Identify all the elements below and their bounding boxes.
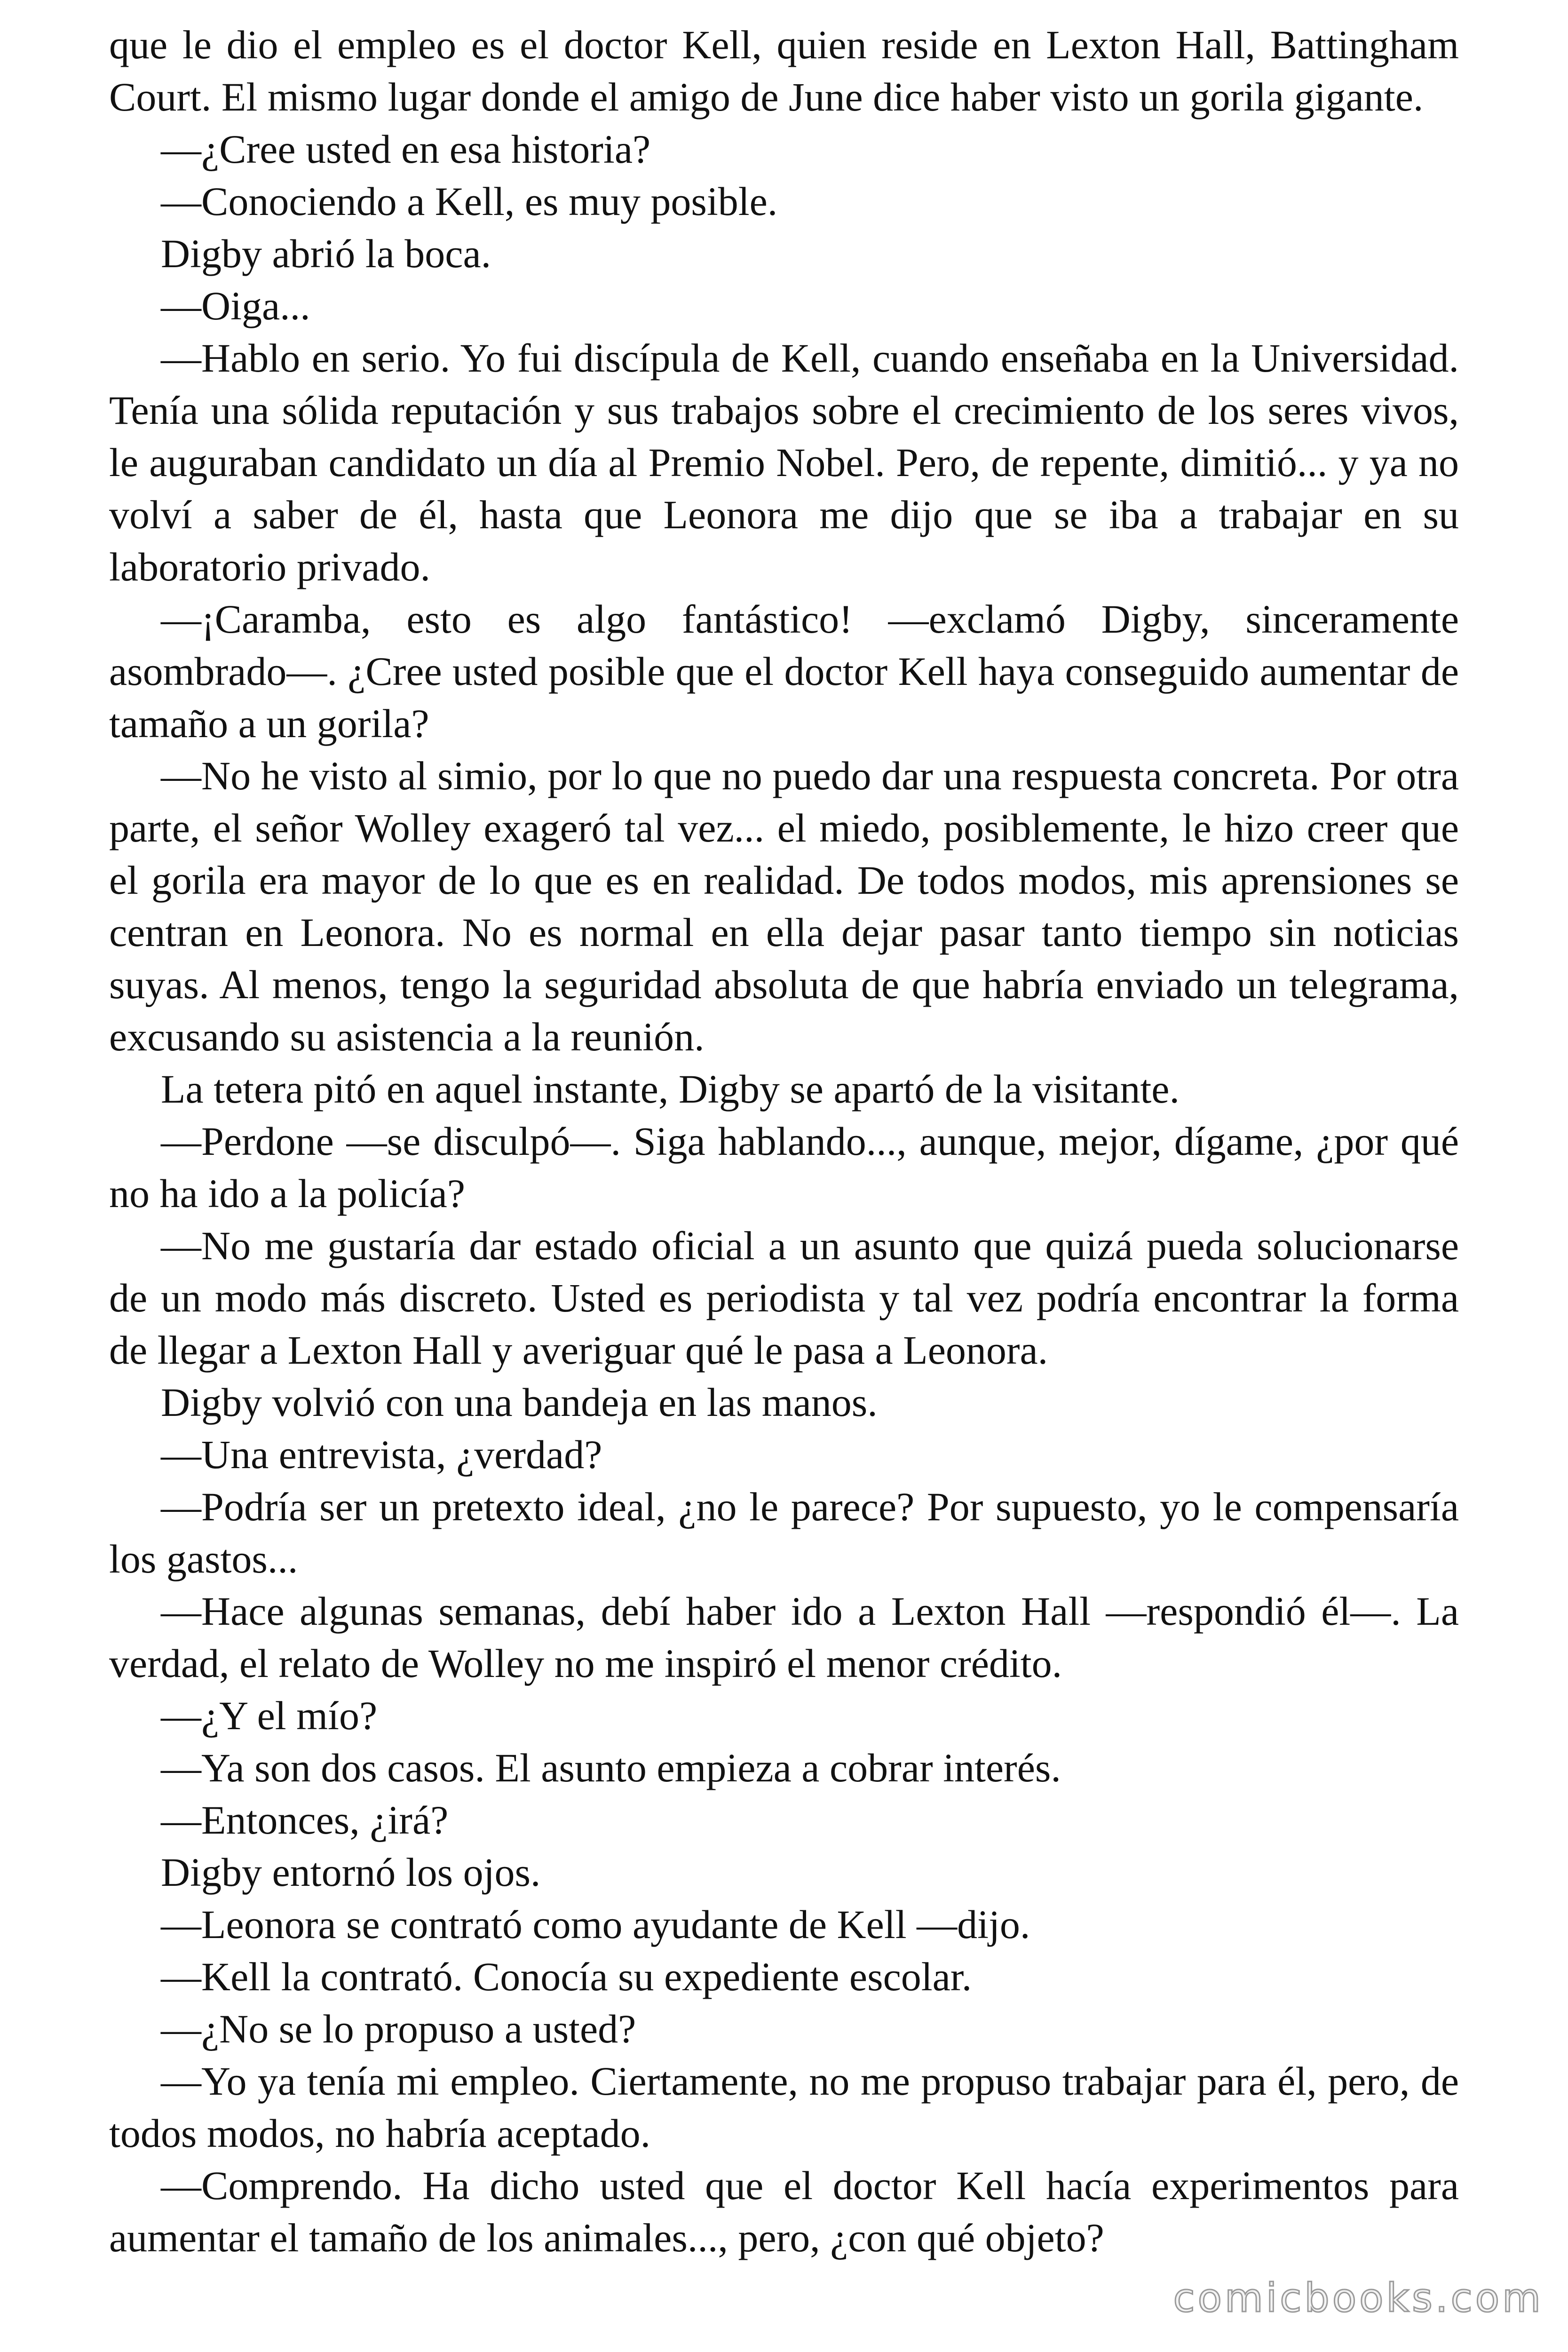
paragraph-15: —Hace algunas semanas, debí haber ido a Lexton Hall —respondió él—. La verdad, el relato de Wolley no me inspiró el menor crédito. [109,1589,1459,1686]
paragraph-6: —Hablo en serio. Yo fui discípula de Kell, cuando enseñaba en la Universidad. Tenía una sólida reputación y sus trabajos sobre el crecimiento de los seres vivos, le auguraban candidato un día al Premio Nobel. Pero, de repente, dimitió... y ya no volví a saber de él, hasta que Leonora me dijo que se iba a trabajar en su laboratorio privado. [109,335,1459,589]
paragraph-17: —Ya son dos casos. El asunto empieza a cobrar interés. [161,1745,1061,1790]
paragraph-4: Digby abrió la boca. [161,231,491,276]
paragraph-16: —¿Y el mío? [161,1693,378,1738]
paragraph-2: —¿Cree usted en esa historia? [161,127,651,172]
paragraph-24: —Comprendo. Ha dicho usted que el doctor Kell hacía experimentos para aumentar el tamaño de los animales..., pero, ¿con qué objeto? [109,2163,1459,2260]
watermark: comicbooks.com [1173,2275,1544,2321]
paragraph-5: —Oiga... [161,283,310,328]
paragraph-22: —¿No se lo propuso a usted? [161,2006,636,2051]
paragraph-1: que le dio el empleo es el doctor Kell, quien reside en Lexton Hall, Battingham Court. El mismo lugar donde el amigo de June dice haber visto un gorila gigante. [109,22,1459,119]
page-text [109,19,1459,2264]
paragraph-9: La tetera pitó en aquel instante, Digby se apartó de la visitante. [161,1066,1180,1112]
paragraph-3: —Conociendo a Kell, es muy posible. [161,179,778,224]
paragraph-10: —Perdone —se disculpó—. Siga hablando..., aunque, mejor, dígame, ¿por qué no ha ido a la policía? [109,1119,1459,1216]
paragraph-8: —No he visto al simio, por lo que no puedo dar una respuesta concreta. Por otra parte, el señor Wolley exageró tal vez... el miedo, posiblemente, le hizo creer que el gorila era mayor de lo que es en realidad. De todos modos, mis aprensiones se centran en Leonora. No es normal en ella dejar pasar tanto tiempo sin noticias suyas. Al menos, tengo la seguridad absoluta de que habría enviado un telegrama, excusando su asistencia a la reunión. [109,753,1459,1059]
paragraph-23: —Yo ya tenía mi empleo. Ciertamente, no me propuso trabajar para él, pero, de todos modos, no habría aceptado. [109,2058,1459,2156]
paragraph-11: —No me gustaría dar estado oficial a un asunto que quizá pueda solucionarse de un modo más discreto. Usted es periodista y tal vez podría encontrar la forma de llegar a Lexton Hall y averiguar qué le pasa a Leonora. [109,1223,1459,1373]
paragraph-7: —¡Caramba, esto es algo fantástico! —exclamó Digby, sinceramente asombrado—. ¿Cree usted posible que el doctor Kell haya conseguido aumentar de tamaño a un gorila? [109,596,1459,746]
paragraph-21: —Kell la contrató. Conocía su expediente escolar. [161,1954,972,1999]
paragraph-19: Digby entornó los ojos. [161,1850,541,1895]
paragraph-12: Digby volvió con una bandeja en las manos. [161,1380,878,1425]
paragraph-18: —Entonces, ¿irá? [161,1797,449,1843]
paragraph-13: —Una entrevista, ¿verdad? [161,1432,602,1477]
paragraph-20: —Leonora se contrató como ayudante de Kell —dijo. [161,1902,1030,1947]
paragraph-14: —Podría ser un pretexto ideal, ¿no le parece? Por supuesto, yo le compensaría los gastos... [109,1484,1459,1581]
